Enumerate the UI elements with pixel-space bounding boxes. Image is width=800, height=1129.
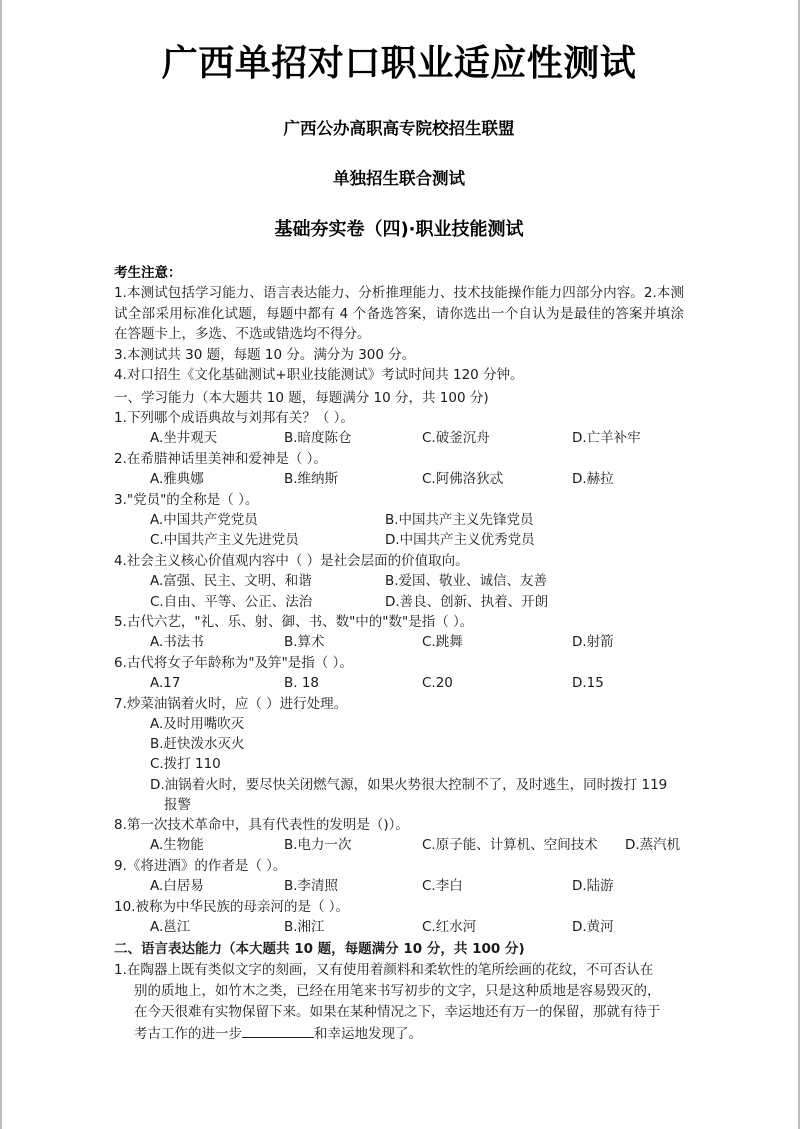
option-c[interactable]: C.拨打 110 (150, 756, 221, 773)
option-stack (114, 714, 684, 815)
option-row (114, 469, 684, 490)
option-c[interactable]: C.李白 (422, 878, 463, 895)
option-d-continued: 报警 (164, 796, 191, 813)
option-d[interactable]: D.蒸汽机 (625, 837, 681, 854)
option-b[interactable]: B.电力一次 (284, 837, 352, 854)
candidate-notice (114, 241, 684, 386)
option-a[interactable]: A.及时用嘴吹灭 (150, 715, 245, 732)
option-c[interactable]: C.破釜沉舟 (422, 430, 490, 447)
question-stem: 8.第一次技术革命中，具有代表性的发明是（)）。 (114, 817, 409, 834)
notice-item-4: 4.对口招生《文化基础测试+职业技能测试》考试时间共 120 分钟。 (114, 367, 524, 384)
option-d[interactable]: D.陆游 (572, 878, 614, 895)
subtitle-joint-test: 单独招生联合测试 (333, 169, 465, 189)
question-stem: 7.炒菜油锅着火时，应（ ）进行处理。 (114, 695, 348, 712)
option-d[interactable]: D.赫拉 (572, 471, 614, 488)
option-row (114, 835, 684, 856)
option-b[interactable]: B.中国共产主义先锋党员 (385, 511, 534, 528)
notice-heading: 考生注意： (114, 265, 182, 282)
option-d[interactable]: D.油锅着火时，要尽快关闭燃气源，如果火势很大控制不了，及时逃生，同时拨打 119 (150, 776, 668, 793)
option-b[interactable]: B.维纳斯 (284, 471, 339, 488)
paragraph-line-2: 别的质地上，如竹木之类，已经在用笔来书写初步的文字，只是这种质地是容易毁灭的， (134, 982, 661, 999)
option-row (114, 673, 684, 694)
question-stem: 3."党员"的全称是（ ）。 (114, 491, 259, 508)
option-row (114, 876, 684, 897)
option-c[interactable]: C.中国共产主义先进党员 (150, 532, 299, 549)
option-row (114, 428, 684, 449)
paragraph-line-4 (114, 1024, 684, 1045)
option-a[interactable]: A.雅典娜 (150, 471, 204, 488)
option-a[interactable]: A.17 (150, 675, 181, 692)
option-c[interactable]: C.阿佛洛狄忒 (422, 471, 504, 488)
option-c[interactable]: C.原子能、计算机、空间技术 (422, 837, 598, 854)
option-d[interactable]: D.中国共产主义优秀党员 (385, 532, 535, 549)
page-title: 广西单招对口职业适应性测试 (161, 43, 637, 84)
section-heading-1: 一、学习能力（本大题共 10 题，每题满分 10 分，共 100 分) (114, 389, 489, 406)
question-stem: 2.在希腊神话里美神和爱神是（ ）。 (114, 450, 327, 467)
paragraph-line-1: 1.在陶器上既有类似文字的刻画，又有使用着颜料和柔软性的笔所绘画的花纹，不可否认在 (114, 961, 654, 978)
option-d[interactable]: D.亡羊补牢 (572, 430, 641, 447)
option-b[interactable]: B.算术 (284, 634, 325, 651)
paragraph-line-4-suffix: 和幸运地发现了。 (314, 1025, 422, 1042)
option-a[interactable]: A.白居易 (150, 878, 204, 895)
option-row (114, 917, 684, 938)
option-b[interactable]: B.暗度陈仓 (284, 430, 352, 447)
option-a[interactable]: A.坐井观天 (150, 430, 218, 447)
option-b[interactable]: B.湘江 (284, 918, 325, 935)
option-b[interactable]: B.赶快泼水灭火 (150, 736, 245, 753)
question-stem: 4.社会主义核心价值观内容中（ ）是社会层面的价值取向。 (114, 552, 469, 569)
question-stem: 1.下列哪个成语典故与刘邦有关？（ ）。 (114, 410, 354, 427)
option-a[interactable]: A.富强、民主、文明、和谐 (150, 573, 312, 590)
question-stem: 9.《将进酒》的作者是（ ）。 (114, 857, 287, 874)
option-c[interactable]: C.跳舞 (422, 634, 463, 651)
paragraph-line-3: 在今天很难有实物保留下来。如果在某种情况之下，幸运地还有万一的保留，那就有待于 (134, 1004, 661, 1021)
option-d[interactable]: D.15 (572, 675, 604, 692)
option-d[interactable]: D.善良、创新、执着、开朗 (385, 593, 549, 610)
option-b[interactable]: B.爱国、敬业、诚信、友善 (385, 573, 548, 590)
option-a[interactable]: A.中国共产党党员 (150, 511, 258, 528)
question-stem: 6.古代将女子年龄称为"及笄"是指（ ）。 (114, 654, 353, 671)
option-row (114, 571, 684, 592)
page-content (2, 0, 798, 1045)
option-a[interactable]: A.生物能 (150, 837, 204, 854)
question-stem: 10.被称为中华民族的母亲河的是（ ）。 (114, 898, 350, 915)
option-c[interactable]: C.红水河 (422, 918, 477, 935)
option-d[interactable]: D.黄河 (572, 918, 614, 935)
notice-item-1-2: 1.本测试包括学习能力、语言表达能力、分析推理能力、技术技能操作能力四部分内容。2.本测试全部采用标准化试题，每题中都有 4 个备选答案，请你选出一个自认为是最佳的答案并填涂在答题卡上，多选、不选或错选均不得分。 (114, 285, 684, 343)
section-heading-2: 二、语言表达能力（本大题共 10 题，每题满分 10 分，共 100 分) (114, 941, 525, 958)
fill-in-blank[interactable] (242, 1025, 314, 1038)
option-a[interactable]: A.邕江 (150, 918, 191, 935)
option-b[interactable]: B.李清照 (284, 878, 339, 895)
option-a[interactable]: A.书法书 (150, 634, 204, 651)
question-stem: 5.古代六艺，"礼、乐、射、御、书、数"中的"数"是指（ ）。 (114, 614, 474, 631)
option-b[interactable]: B. 18 (284, 675, 320, 692)
section2-question-1 (114, 960, 684, 1045)
option-d[interactable]: D.射箭 (572, 634, 614, 651)
option-row (114, 592, 684, 613)
subtitle-paper-name: 基础夯实卷（四)·职业技能测试 (274, 219, 524, 241)
option-row (114, 530, 684, 551)
option-row (114, 510, 684, 531)
option-c[interactable]: C.自由、平等、公正、法治 (150, 593, 313, 610)
subtitle-alliance: 广西公办高职高专院校招生联盟 (283, 119, 515, 139)
paragraph-line-4-prefix: 考古工作的进一步 (134, 1025, 242, 1042)
option-c[interactable]: C.20 (422, 675, 453, 692)
notice-item-3: 3.本测试共 30 题，每题 10 分。满分为 300 分。 (114, 346, 416, 363)
option-row (114, 632, 684, 653)
